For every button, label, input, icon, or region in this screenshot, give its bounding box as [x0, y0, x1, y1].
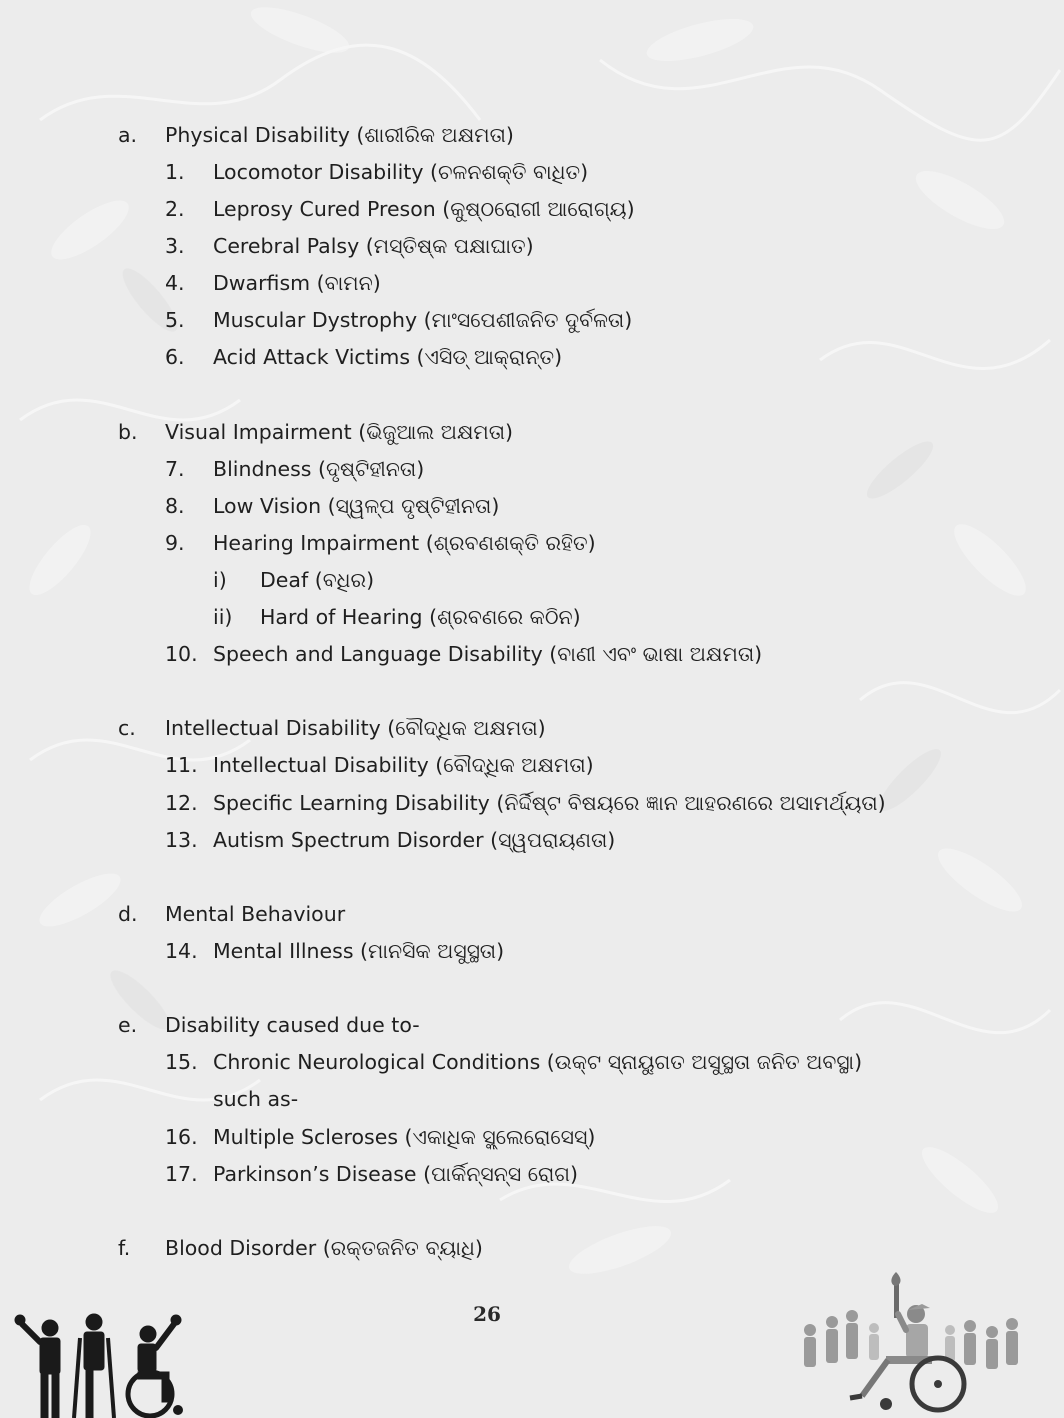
item-number: 3.: [165, 234, 185, 258]
item-number: 15.: [165, 1050, 198, 1074]
item-text: Blindness (ଦୃଷ୍ଟିହୀନତା): [213, 457, 425, 481]
item-number: 2.: [165, 197, 185, 221]
item-text: Dwarfism (ବାମନ): [213, 271, 381, 295]
item-text: Autism Spectrum Disorder (ସ୍ୱପରାୟଣତା): [213, 828, 616, 852]
section-title: Intellectual Disability (ବୌଦ୍ଧିକ ଅକ୍ଷମତା): [165, 716, 546, 740]
item-number: 11.: [165, 753, 198, 777]
item-number: 7.: [165, 457, 185, 481]
item-text: Parkinson’s Disease (ପାର୍କିନ୍‌ସନ୍ସ ରୋଗ): [213, 1162, 579, 1186]
item-number: 4.: [165, 271, 185, 295]
sub-item-number: ii): [213, 605, 233, 629]
item-text-continuation: such as-: [213, 1087, 299, 1111]
section-letter: f.: [118, 1236, 131, 1260]
item-text: Locomotor Disability (ଚଳନଶକ୍ତି ବାଧିତ): [213, 160, 589, 184]
section-title: Mental Behaviour: [165, 902, 346, 926]
item-number: 6.: [165, 345, 185, 369]
item-text: Speech and Language Disability (ବାଣୀ ଏବଂ ଭାଷା ଅକ୍ଷମତା): [213, 642, 763, 666]
section-letter: e.: [118, 1013, 138, 1037]
item-text: Multiple Scleroses (ଏକାଧିକ ସ୍କ୍ଲେରୋସେସ୍): [213, 1125, 596, 1149]
page-number: 26: [473, 1302, 501, 1326]
section-letter: a.: [118, 123, 138, 147]
sub-item-text: Deaf (ବଧିର): [260, 568, 375, 592]
item-text: Intellectual Disability (ବୌଦ୍ଧିକ ଅକ୍ଷମତା): [213, 753, 594, 777]
section-letter: b.: [118, 420, 138, 444]
item-number: 8.: [165, 494, 185, 518]
sub-item-text: Hard of Hearing (ଶ୍ରବଣରେ କଠିନ): [260, 605, 581, 629]
item-text: Muscular Dystrophy (ମାଂସପେଶୀଜନିତ ଦୁର୍ବଳତା): [213, 308, 633, 332]
item-number: 5.: [165, 308, 185, 332]
item-number: 13.: [165, 828, 198, 852]
section-title: Disability caused due to-: [165, 1013, 420, 1037]
wheelchair-torch-crowd-icon: [790, 1270, 1030, 1418]
item-text: Mental Illness (ମାନସିକ ଅସୁସ୍ଥତା): [213, 939, 505, 963]
section-title: Visual Impairment (ଭିଜୁଆଲ ଅକ୍ଷମତା): [165, 420, 514, 444]
section-title: Physical Disability (ଶାରୀରିକ ଅକ୍ଷମତା): [165, 123, 514, 147]
section-letter: c.: [118, 716, 136, 740]
item-number: 9.: [165, 531, 185, 555]
item-text: Hearing Impairment (ଶ୍ରବଣଶକ୍ତି ରହିତ): [213, 531, 596, 555]
disabled-people-icon: [10, 1302, 190, 1418]
sub-item-number: i): [213, 568, 227, 592]
section-title: Blood Disorder (ରକ୍ତଜନିତ ବ୍ୟାଧି): [165, 1236, 483, 1260]
item-text: Specific Learning Disability (ନିର୍ଦ୍ଦିଷ୍ଟ ବିଷୟରେ ଜ୍ଞାନ ଆହରଣରେ ଅସାମର୍ଥ୍ୟତା): [213, 791, 886, 815]
item-text: Low Vision (ସ୍ୱଳ୍ପ ଦୃଷ୍ଟିହୀନତା): [213, 494, 500, 518]
item-text: Chronic Neurological Conditions (ଉକ୍ଟ ସ୍ନାୟୁଗତ ଅସୁସ୍ଥତା ଜନିତ ଅବସ୍ଥା): [213, 1050, 863, 1074]
item-text: Acid Attack Victims (ଏସିଡ୍ ଆକ୍ରାନ୍ତ): [213, 345, 563, 369]
item-number: 14.: [165, 939, 198, 963]
item-number: 16.: [165, 1125, 198, 1149]
item-number: 17.: [165, 1162, 198, 1186]
item-number: 12.: [165, 791, 198, 815]
item-number: 1.: [165, 160, 185, 184]
item-text: Cerebral Palsy (ମସ୍ତିଷ୍କ ପକ୍ଷାଘାତ): [213, 234, 534, 258]
section-letter: d.: [118, 902, 138, 926]
item-number: 10.: [165, 642, 198, 666]
item-text: Leprosy Cured Preson (କୁଷ୍ଠରୋଗୀ ଆରୋଗ୍ୟ): [213, 197, 635, 221]
